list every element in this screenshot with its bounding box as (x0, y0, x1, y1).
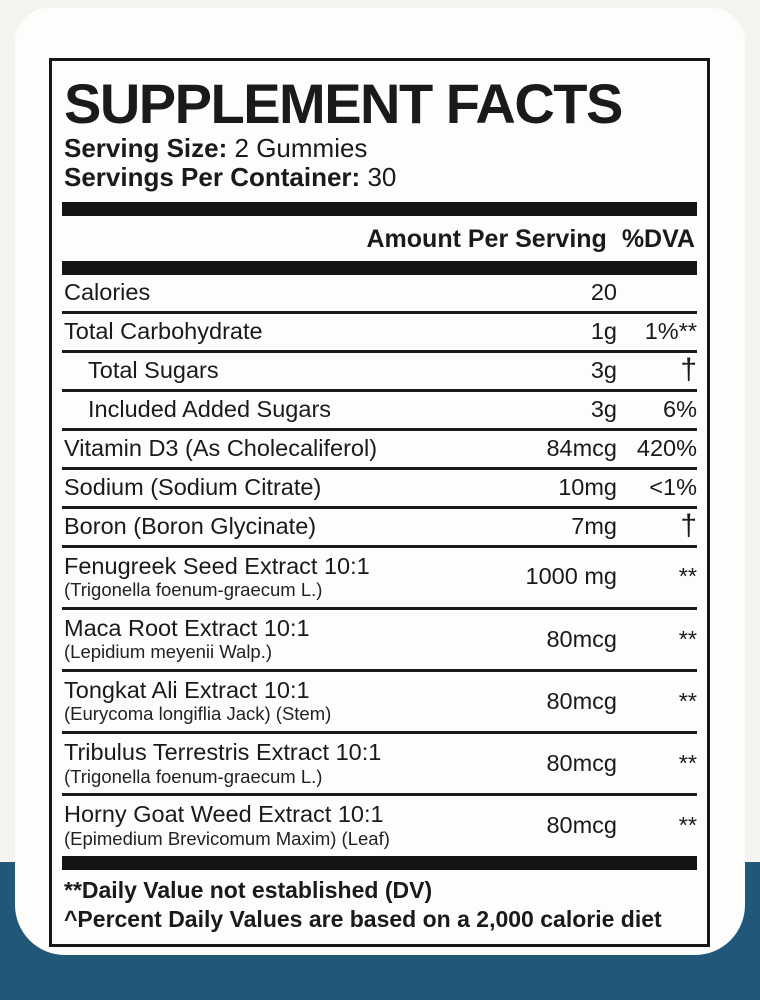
ingredient-name: Maca Root Extract 10:1 (64, 615, 310, 641)
daily-value-percent: ** (678, 749, 697, 776)
ingredient-row (62, 311, 697, 350)
footnote-percent-daily-values: ^Percent Daily Values are based on a 2,000 calorie diet (64, 905, 662, 932)
amount-per-serving-value: 10mg (558, 473, 617, 500)
ingredient-name: Calories (64, 279, 151, 306)
ingredient-row (62, 428, 697, 467)
ingredient-name: Tongkat Ali Extract 10:1 (64, 677, 310, 704)
daily-value-percent: 1%** (644, 317, 697, 344)
footnotes (62, 870, 697, 944)
ingredient-name: Tribulus Terrestris Extract 10:1 (64, 739, 382, 766)
ingredient-row (62, 506, 697, 545)
footnote-daily-value: **Daily Value not established (DV) (64, 876, 433, 903)
label-card (15, 8, 745, 955)
ingredient-botanical-name: (Lepidium meyenii Walp.) (64, 641, 273, 663)
amount-per-serving-value: 80mcg (546, 811, 617, 838)
amount-per-serving-value: 80mcg (546, 625, 617, 652)
ingredient-row (62, 669, 697, 731)
amount-per-serving-value: 80mcg (546, 687, 617, 714)
ingredient-name-cell (64, 279, 487, 305)
amount-per-serving-value: 3g (590, 395, 617, 422)
ingredient-name-cell (64, 513, 487, 539)
ingredient-name-cell (64, 474, 487, 500)
ingredient-row (62, 607, 697, 669)
ingredient-row (62, 467, 697, 506)
ingredient-name: Horny Goat Weed Extract 10:1 (64, 801, 384, 828)
ingredient-name: Fenugreek Seed Extract 10:1 (64, 552, 370, 579)
ingredient-row (62, 793, 697, 855)
ingredient-name-cell (64, 357, 487, 383)
ingredient-name-cell (64, 318, 487, 344)
amount-per-serving-value: 84mcg (546, 434, 617, 461)
daily-value-percent: † (680, 509, 697, 543)
daily-value-percent: ** (678, 687, 697, 714)
servings-per-container-label: Servings Per Container: (64, 162, 361, 193)
ingredient-row (62, 545, 697, 607)
ingredient-row (62, 350, 697, 389)
supplement-facts-panel (49, 58, 710, 947)
ingredient-name: Total Sugars (88, 357, 219, 384)
ingredient-name-cell (64, 435, 487, 461)
divider-bar-thick (62, 261, 697, 275)
ingredient-name-cell (64, 553, 487, 601)
ingredient-row (62, 389, 697, 428)
daily-value-percent: <1% (649, 473, 697, 500)
daily-value-percent: 6% (663, 395, 697, 422)
daily-value-percent: ** (678, 563, 697, 590)
daily-value-percent: ** (678, 811, 697, 838)
ingredient-name: Sodium (Sodium Citrate) (64, 474, 322, 501)
ingredient-botanical-name: (Eurycoma longiflia Jack) (Stem) (64, 703, 332, 725)
ingredient-botanical-name: (Epimedium Brevicomum Maxim) (Leaf) (64, 827, 390, 849)
serving-size-line (62, 134, 697, 163)
amount-per-serving-value: 80mcg (546, 749, 617, 776)
ingredient-row (62, 275, 697, 311)
ingredient-name-cell (64, 801, 487, 849)
dva-header: %DVA (621, 224, 695, 253)
ingredient-name: Boron (Boron Glycinate) (64, 513, 317, 540)
daily-value-percent: † (680, 353, 697, 387)
divider-bar-thick (62, 856, 697, 870)
ingredient-row (62, 731, 697, 793)
panel-title: SUPPLEMENT FACTS (64, 72, 622, 135)
ingredient-name-cell (64, 677, 487, 725)
divider-bar-thick (62, 202, 697, 216)
ingredient-name: Total Carbohydrate (64, 318, 263, 345)
ingredient-botanical-name: (Trigonella foenum-graecum L.) (64, 765, 323, 787)
ingredient-botanical-name: (Trigonella foenum-graecum L.) (64, 579, 323, 601)
ingredient-name-cell (64, 615, 487, 663)
ingredient-name: Vitamin D3 (As Cholecaliferol) (64, 435, 378, 462)
ingredient-name-cell (64, 396, 487, 422)
serving-size-label: Serving Size: (64, 133, 228, 164)
daily-value-percent: ** (678, 625, 697, 652)
table-column-headers (62, 216, 697, 261)
facts-rows (62, 275, 697, 856)
amount-per-serving-value: 1000 mg (525, 563, 617, 590)
servings-per-container-line (62, 163, 697, 192)
ingredient-name-cell (64, 739, 487, 787)
amount-per-serving-value: 20 (590, 278, 617, 305)
daily-value-percent: 420% (636, 434, 697, 461)
amount-per-serving-value: 3g (590, 356, 617, 383)
serving-size-value: 2 Gummies (234, 133, 368, 164)
amount-per-serving-value: 1g (590, 317, 617, 344)
servings-per-container-value: 30 (367, 162, 397, 193)
amount-per-serving-value: 7mg (571, 512, 617, 539)
amount-per-serving-header: Amount Per Serving (366, 224, 607, 253)
ingredient-name: Included Added Sugars (88, 396, 332, 423)
